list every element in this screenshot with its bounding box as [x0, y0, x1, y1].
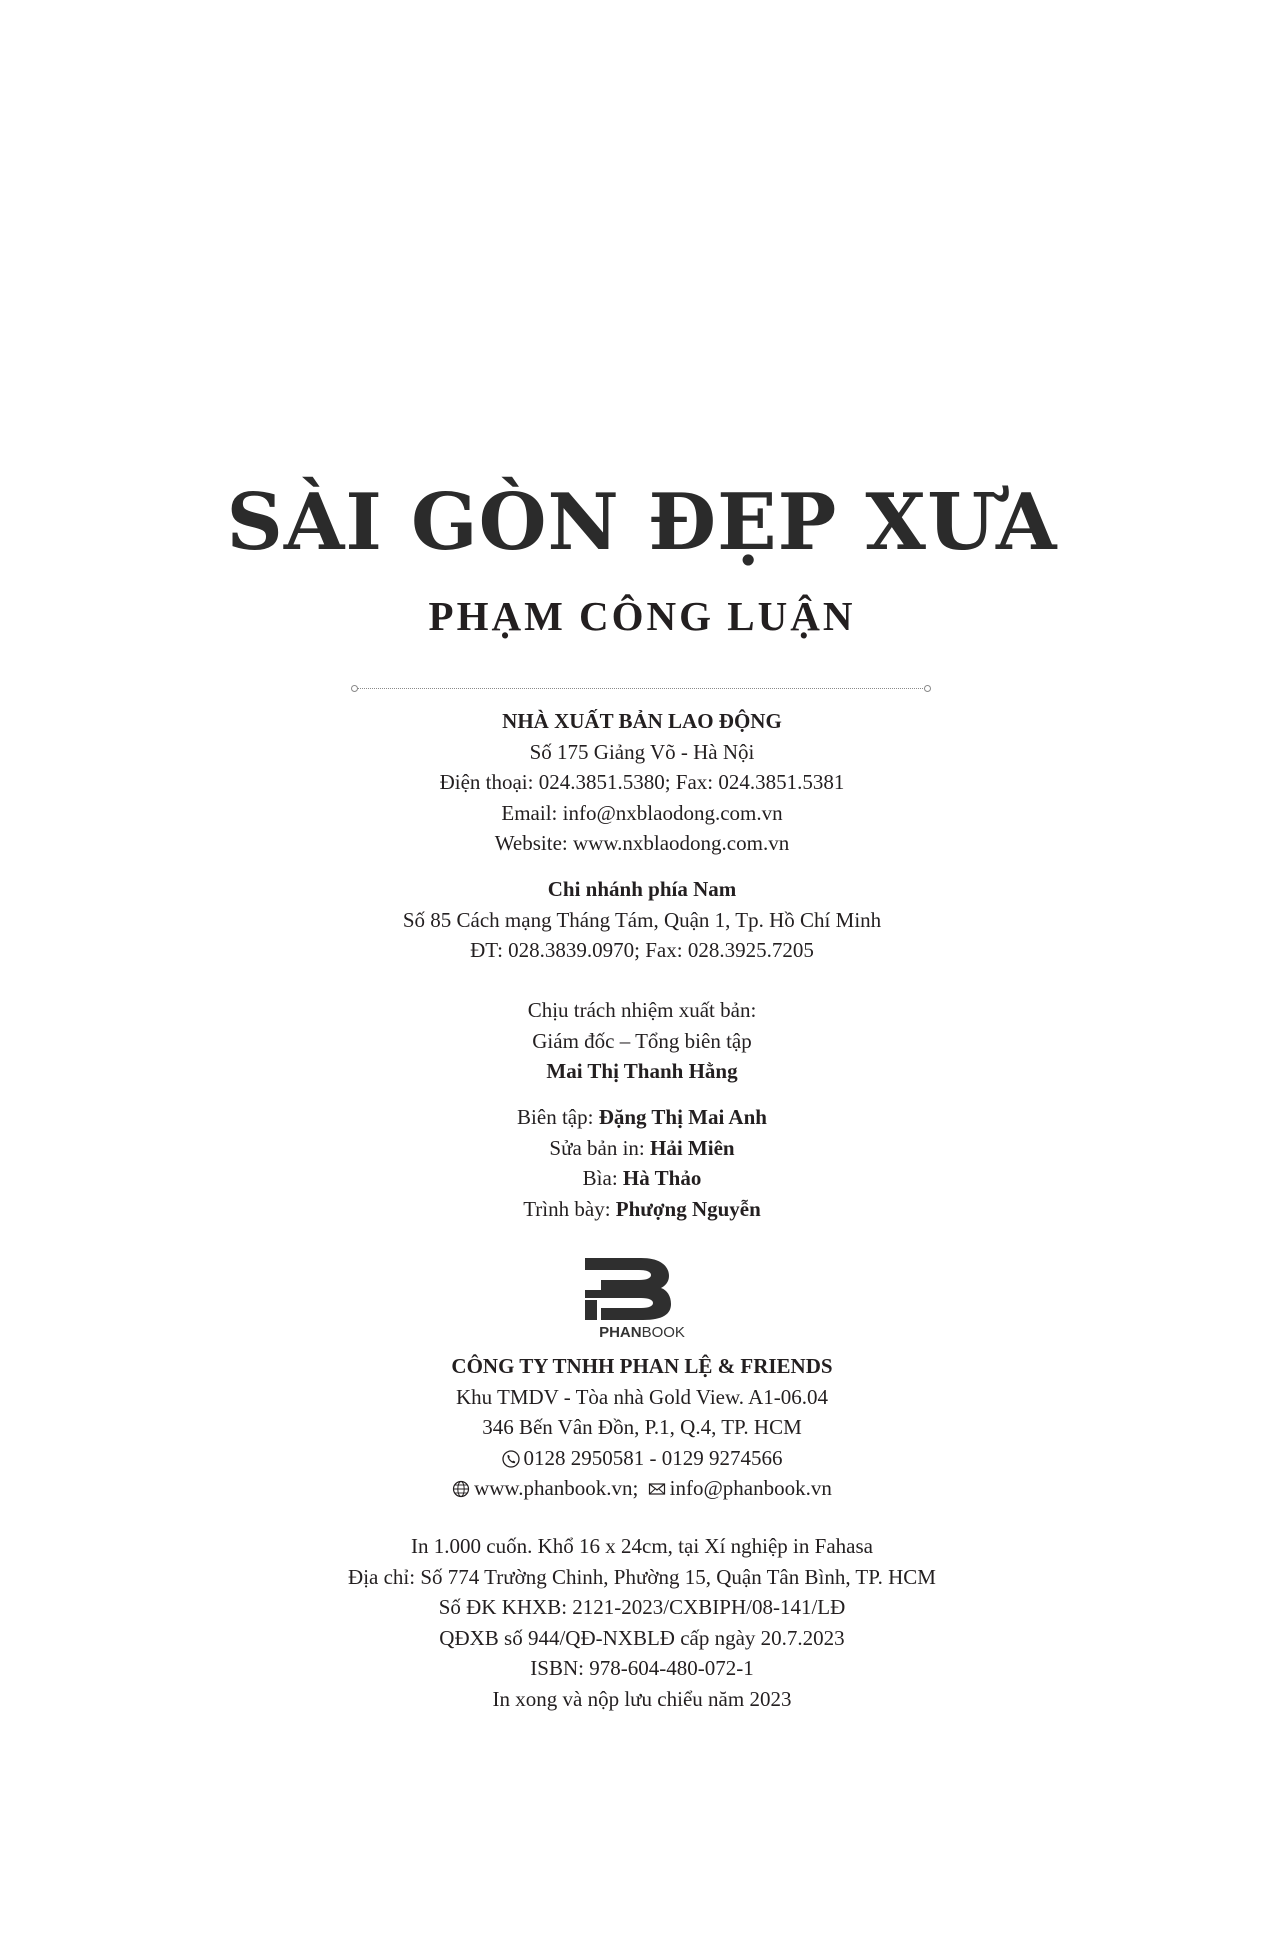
- responsibility-person: Mai Thị Thanh Hằng: [546, 1059, 738, 1083]
- credit-cover: [0, 1163, 1284, 1194]
- credits-block: [0, 1102, 1284, 1224]
- branch-phone-fax: ĐT: 028.3839.0970; Fax: 028.3925.7205: [470, 938, 814, 962]
- publisher-block: [0, 706, 1284, 859]
- responsibility-line2: Giám đốc – Tổng biên tập: [532, 1028, 752, 1053]
- logo-text-bold: PHAN: [599, 1324, 642, 1341]
- divider: [351, 684, 931, 694]
- credit-role: Trình bày:: [523, 1196, 616, 1221]
- branch-name: Chi nhánh phía Nam: [547, 877, 737, 901]
- book-author: PHẠM CÔNG LUẬN: [428, 593, 856, 639]
- globe-icon: [452, 1480, 470, 1498]
- credit-proofreader: [0, 1133, 1284, 1164]
- credit-layout: [0, 1194, 1284, 1225]
- envelope-icon: [648, 1480, 666, 1498]
- printing-line1: In 1.000 cuốn. Khổ 16 x 24cm, tại Xí nghiệp in Fahasa: [411, 1534, 873, 1558]
- company-address1: Khu TMDV - Tòa nhà Gold View. A1-06.04: [455, 1384, 829, 1409]
- publisher-email: Email: info@nxblaodong.com.vn: [501, 800, 783, 825]
- company-phone: 0128 2950581 - 0129 9274566: [523, 1445, 783, 1470]
- credit-role: Sửa bản in:: [549, 1135, 651, 1160]
- publisher-address: Số 175 Giảng Võ - Hà Nội: [529, 739, 755, 764]
- printing-line3: Số ĐK KHXB: 2121-2023/CXBIPH/08-141/LĐ: [438, 1595, 846, 1619]
- credit-person: Phượng Nguyễn: [615, 1196, 761, 1221]
- company-name: CÔNG TY TNHH PHAN LỆ & FRIENDS: [451, 1354, 833, 1378]
- publisher-name: NHÀ XUẤT BẢN LAO ĐỘNG: [502, 709, 782, 733]
- responsibility-block: [0, 995, 1284, 1087]
- printing-isbn: ISBN: 978-604-480-072-1: [530, 1656, 754, 1680]
- responsibility-line1: Chịu trách nhiệm xuất bản:: [527, 998, 757, 1022]
- branch-address: Số 85 Cách mạng Tháng Tám, Quận 1, Tp. Hồ Chí Minh: [402, 907, 882, 932]
- publisher-website: Website: www.nxblaodong.com.vn: [494, 831, 790, 855]
- credit-person: Hải Miên: [650, 1135, 735, 1160]
- credit-role: Bìa:: [582, 1166, 623, 1190]
- logo-text-regular: BOOK: [641, 1324, 685, 1341]
- company-phone-row: [0, 1443, 1284, 1474]
- printing-line2: Địa chỉ: Số 774 Trường Chinh, Phường 15, Quận Tân Bình, TP. HCM: [348, 1564, 936, 1589]
- divider-line: [357, 688, 925, 689]
- logo-wordmark: [0, 1324, 1284, 1341]
- credit-person: Hà Thảo: [622, 1166, 702, 1190]
- book-title: SÀI GÒN ĐẸP XƯA: [226, 477, 1058, 568]
- branch-block: [0, 874, 1284, 966]
- divider-dot-right: [924, 685, 931, 692]
- company-website: www.phanbook.vn;: [474, 1476, 639, 1500]
- printing-block: [0, 1531, 1284, 1714]
- company-web-row: [0, 1473, 1284, 1504]
- company-email: info@phanbook.vn: [669, 1476, 832, 1500]
- publisher-phone-fax: Điện thoại: 024.3851.5380; Fax: 024.3851.5381: [439, 770, 845, 794]
- printing-line4: QĐXB số 944/QĐ-NXBLĐ cấp ngày 20.7.2023: [439, 1625, 845, 1650]
- phone-icon: [502, 1450, 520, 1468]
- printing-line6: In xong và nộp lưu chiểu năm 2023: [492, 1686, 792, 1711]
- credit-editor: [0, 1102, 1284, 1133]
- company-address2: 346 Bến Vân Đồn, P.1, Q.4, TP. HCM: [482, 1415, 802, 1439]
- credit-role: Biên tập:: [517, 1105, 599, 1129]
- company-block: [0, 1351, 1284, 1504]
- credit-person: Đặng Thị Mai Anh: [598, 1105, 767, 1129]
